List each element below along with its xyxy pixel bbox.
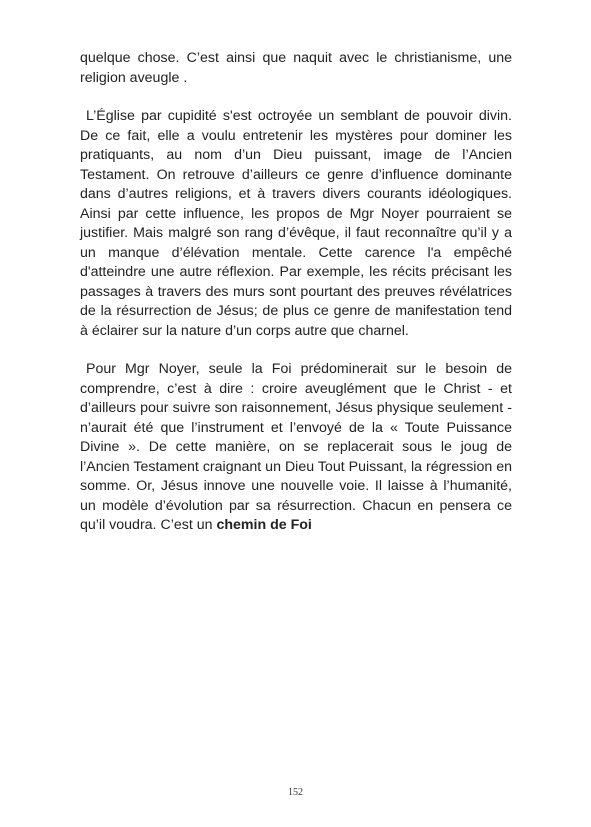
page-number: 152 <box>288 787 303 798</box>
paragraph-3-bold-phrase: chemin de Foi <box>216 517 312 533</box>
paragraph-1: quelque chose. C’est ainsi que naquit avec le christianisme, une religion aveugle . <box>80 50 512 86</box>
paragraph-3 <box>80 360 512 536</box>
paragraph-2: L’Église par cupidité s'est octroyée un semblant de pouvoir divin. De ce fait, elle a voulu entretenir les mystères pour dominer les pratiquants, au nom d’un Dieu puissant, image de l’Ancien Testament. On retrouve d’ailleurs ce genre d’influence dominante dans d’autres religions, et à travers divers courants idéologiques. Ainsi par cette influence, les propos de Mgr Noyer pourraient se justifier. Mais malgré son rang d’évêque, il faut reconnaître qu’il y a un manque d’élévation mentale. Cette carence l'a empêché d'atteindre une autre réflexion. Par exemple, les récits précisant les passages à travers des murs sont pourtant des preuves révélatrices de la résurrection de Jésus; de plus ce genre de manifestation tend à éclairer sur la nature d’un corps autre que charnel. <box>80 108 512 339</box>
page-body <box>80 49 512 536</box>
paragraph-3-text: Pour Mgr Noyer, seule la Foi prédominerait sur le besoin de comprendre, c’est à dire : croire aveuglément que le Christ - et d’ailleurs pour suivre son raisonnement, Jésus physique seulement - n’aurait été que l’instrument et l’envoyé de la « Toute Puissance Divine ». De cette manière, on se replacerait sous le joug de l’Ancien Testament craignant un Dieu Tout Puissant, la régression en somme. Or, Jésus innove une nouvelle voie. Il laisse à l’humanité, un modèle d’évolution par sa résurrection. Chacun en pensera ce qu’il voudra. C’est un <box>80 361 512 533</box>
